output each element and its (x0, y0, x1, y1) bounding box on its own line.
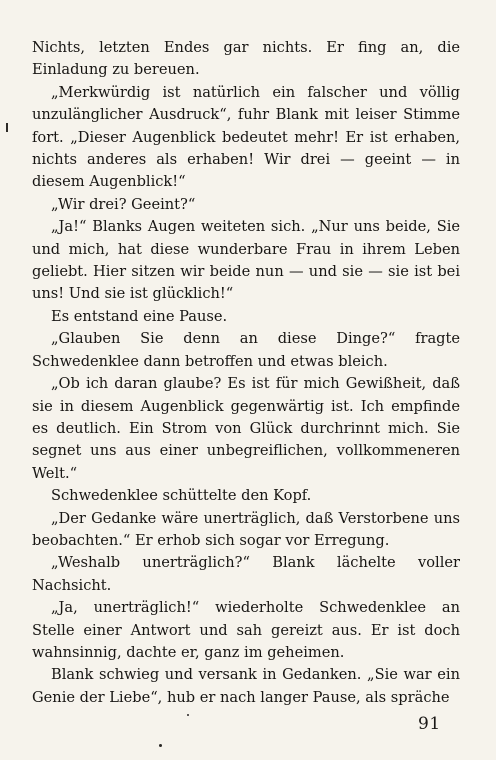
paragraph-7: „Ob ich daran glaube? Es ist für mich Gewißheit, daß sie in diesem Augenblick gegenwärtig ist. Ich empfinde es deutlich. Ein Strom von Glück durchrinnt mich. Sie segnet uns aus einer unbegreiflichen, vollkommeneren Welt.“ (32, 375, 460, 482)
body-text (32, 37, 460, 709)
paragraph-9: „Der Gedanke wäre unerträglich, daß Verstorbene uns beobachten.“ Er erhob sich sogar vor Erregung. (32, 509, 460, 549)
paragraph-1: Nichts, letzten Endes gar nichts. Er fing an, die Einladung zu bereuen. (32, 39, 460, 79)
paragraph-4: „Ja!“ Blanks Augen weiteten sich. „Nur uns beide, Sie und mich, hat diese wunderbare Frau in ihrem Leben geliebt. Hier sitzen wir beide nun — und sie — sie ist bei uns! Und sie ist glücklich!“ (32, 218, 460, 303)
ink-speck (159, 744, 162, 747)
paragraph-8: Schwedenklee schüttelte den Kopf. (51, 487, 312, 505)
paragraph-12: Blank schwieg und versank in Gedanken. „Sie war ein Genie der Liebe“, hub er nach langer Pause, als spräche (32, 666, 460, 706)
paragraph-10: „Weshalb unerträglich?“ Blank lächelte voller Nachsicht. (32, 554, 460, 594)
paragraph-3: „Wir drei? Geeint?“ (51, 195, 196, 213)
ink-speck (187, 714, 189, 716)
paragraph-6: „Glauben Sie denn an diese Dinge?“ fragte Schwedenklee dann betroffen und etwas bleich. (32, 330, 460, 370)
margin-mark (6, 123, 8, 132)
page-number: 91 (418, 714, 441, 734)
paragraph-2: „Merkwürdig ist natürlich ein falscher und völlig unzulänglicher Ausdruck“, fuhr Blank mit leiser Stimme fort. „Dieser Augenblick bedeutet mehr! Er ist erhaben, nichts anderes als erhaben! Wir drei — geeint — in diesem Augenblick!“ (32, 83, 460, 191)
paragraph-5: Es entstand eine Pause. (51, 307, 228, 325)
paragraph-11: „Ja, unerträglich!“ wiederholte Schwedenklee an Stelle einer Antwort und sah gereizt aus. Er ist doch wahnsinnig, dachte er, ganz im geheimen. (32, 599, 460, 661)
